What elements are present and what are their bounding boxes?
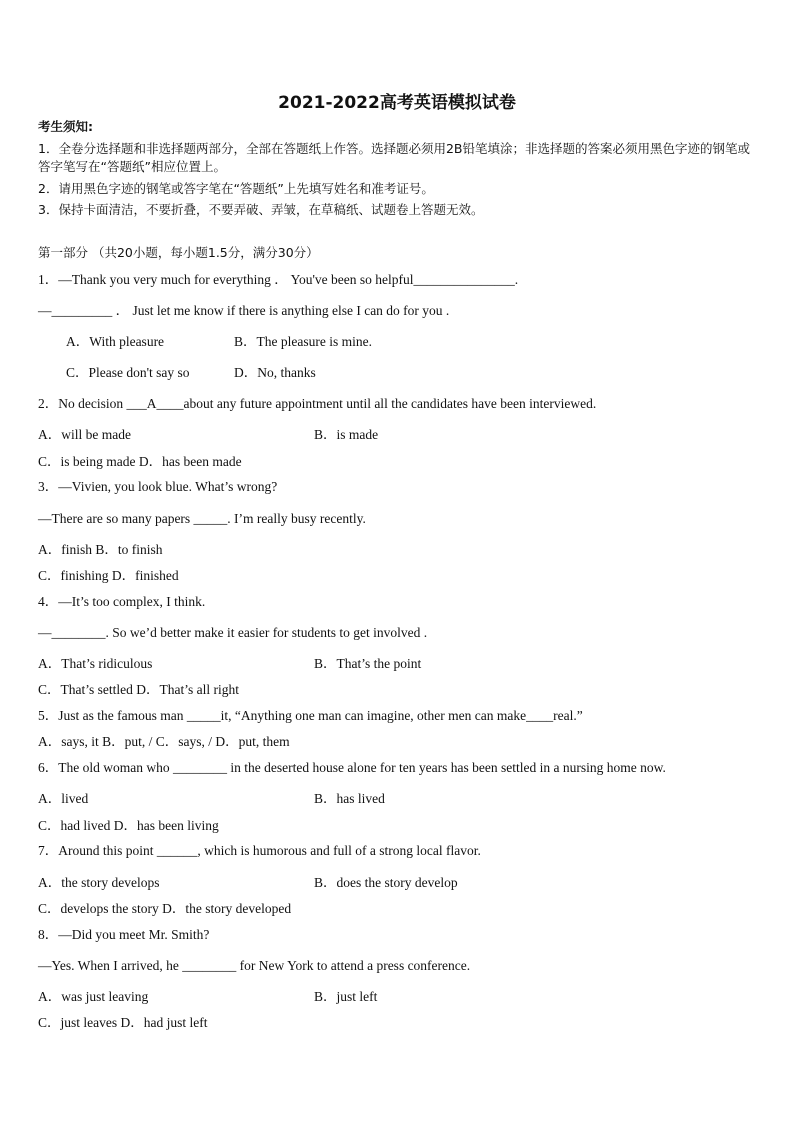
question-1-option-a: A．With pleasure: [66, 334, 165, 349]
question-4-option-a: A．That’s ridiculous: [38, 656, 153, 671]
question-2-option-b: B．is made: [314, 427, 379, 442]
question-7-options-cd: C．develops the story D．the story developed: [38, 901, 292, 916]
question-8-option-a: A．was just leaving: [38, 989, 149, 1004]
question-7-option-b: B．does the story develop: [314, 875, 458, 890]
question-2-options-cd: C．is being made D．has been made: [38, 454, 242, 469]
question-4-reply: —________. So we’d better make it easier for students to get involved .: [38, 625, 428, 640]
question-4-stem: 4．—It’s too complex, I think.: [38, 594, 206, 609]
notice-heading: 考生须知:: [38, 119, 93, 134]
question-7-stem: 7．Around this point ______, which is humorous and full of a strong local flavor.: [38, 843, 481, 858]
question-6-options-cd: C．had lived D．has been living: [38, 818, 219, 833]
section-heading: 第一部分 （共20小题，每小题1.5分，满分30分）: [38, 245, 319, 260]
question-8-reply: —Yes. When I arrived, he ________ for New York to attend a press conference.: [38, 958, 471, 973]
question-8-option-b: B．just left: [314, 989, 378, 1004]
page-title: 2021-2022高考英语模拟试卷: [278, 93, 516, 113]
question-1-option-b: B．The pleasure is mine.: [234, 334, 372, 349]
question-1-stem: 1．—Thank you very much for everything ． You've been so helpful_______________.: [38, 272, 519, 287]
question-5-options: A．says, it B．put, / C．says, / D．put, them: [38, 734, 290, 749]
question-7-option-a: A．the story develops: [38, 875, 160, 890]
question-8-stem: 8．—Did you meet Mr. Smith?: [38, 927, 210, 942]
question-2-option-a: A．will be made: [38, 427, 131, 442]
question-4-option-b: B．That’s the point: [314, 656, 422, 671]
question-6-stem: 6．The old woman who ________ in the deserted house alone for ten years has been settled in a nursing home now.: [38, 760, 666, 775]
question-2-stem: 2．No decision ___A____about any future appointment until all the candidates have been interviewed.: [38, 396, 597, 411]
question-6-option-b: B．has lived: [314, 791, 385, 806]
question-6-option-a: A．lived: [38, 791, 89, 806]
question-3-options-cd: C．finishing D．finished: [38, 568, 179, 583]
question-3-stem: 3．—Vivien, you look blue. What’s wrong?: [38, 479, 278, 494]
question-1-option-d: D．No, thanks: [234, 365, 316, 380]
question-3-options-ab: A．finish B．to finish: [38, 542, 163, 557]
question-1-option-c: C．Please don't say so: [66, 365, 190, 380]
question-1-reply: —_________ ． Just let me know if there is anything else I can do for you .: [38, 303, 450, 318]
question-3-reply: —There are so many papers _____. I’m really busy recently.: [38, 511, 366, 526]
notice-item-2: 2．请用黑色字迹的钢笔或答字笔在“答题纸”上先填写姓名和准考证号。: [38, 181, 434, 196]
question-8-options-cd: C．just leaves D．had just left: [38, 1015, 208, 1030]
notice-item-3: 3．保持卡面清洁，不要折叠，不要弄破、弄皱，在草稿纸、试题卷上答题无效。: [38, 202, 484, 217]
question-5-stem: 5．Just as the famous man _____it, “Anything one man can imagine, other men can make____real.”: [38, 708, 583, 723]
question-4-options-cd: C．That’s settled D．That’s all right: [38, 682, 239, 697]
notice-item-1: 1．全卷分选择题和非选择题两部分，全部在答题纸上作答。选择题必须用2B铅笔填涂；非选择题的答案必须用黑色字迹的钢笔或答字笔写在“答题纸”相应位置上。: [38, 141, 750, 174]
